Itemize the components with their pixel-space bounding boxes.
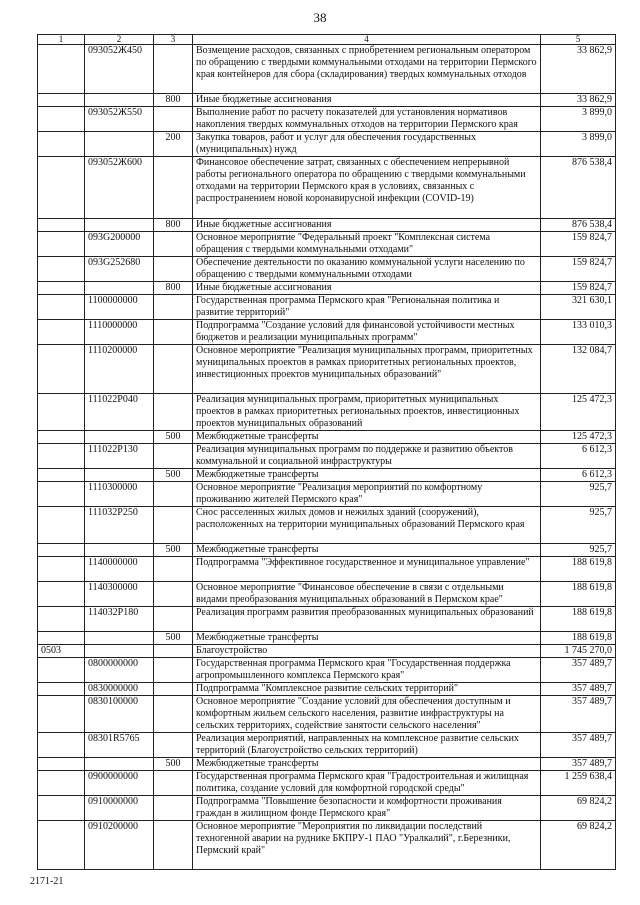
table-row [38, 771, 616, 796]
description-cell: Межбюджетные трансферты [193, 469, 541, 482]
expense-type-cell [154, 345, 193, 394]
amount-cell: 321 630,1 [541, 295, 616, 320]
amount-cell: 188 619,8 [541, 557, 616, 582]
header-col-5: 5 [541, 35, 616, 45]
section-code-cell [38, 444, 85, 469]
section-code-cell [38, 658, 85, 683]
table-row [38, 683, 616, 696]
description-cell: Государственная программа Пермского края "Градостроительная и жилищная политика, создание условий для комфортной городской среды" [193, 771, 541, 796]
section-code-cell [38, 45, 85, 94]
expense-type-cell [154, 107, 193, 132]
amount-cell: 188 619,8 [541, 607, 616, 632]
expense-type-cell: 500 [154, 632, 193, 645]
section-code-cell [38, 582, 85, 607]
header-col-1: 1 [38, 35, 85, 45]
table-row [38, 821, 616, 870]
target-code-cell: 1140300000 [85, 582, 154, 607]
section-code-cell [38, 507, 85, 544]
amount-cell: 69 824,2 [541, 821, 616, 870]
section-code-cell [38, 771, 85, 796]
table-row [38, 607, 616, 632]
expense-type-cell [154, 320, 193, 345]
description-cell: Возмещение расходов, связанных с приобретением региональным оператором по обращению с твердыми коммунальными отходами на территории Пермского края контейнеров для сбора (складирования) твердых коммунальных отходов [193, 45, 541, 94]
table-row [38, 582, 616, 607]
description-cell: Подпрограмма "Эффективное государственное и муниципальное управление" [193, 557, 541, 582]
header-col-3: 3 [154, 35, 193, 45]
section-code-cell [38, 821, 85, 870]
target-code-cell: 0910000000 [85, 796, 154, 821]
table-row [38, 219, 616, 232]
amount-cell: 357 489,7 [541, 758, 616, 771]
target-code-cell [85, 282, 154, 295]
section-code-cell [38, 733, 85, 758]
target-code-cell: 1110200000 [85, 345, 154, 394]
amount-cell: 125 472,3 [541, 394, 616, 431]
expense-type-cell [154, 157, 193, 219]
section-code-cell [38, 482, 85, 507]
amount-cell: 876 538,4 [541, 219, 616, 232]
target-code-cell [85, 758, 154, 771]
target-code-cell: 08301R5765 [85, 733, 154, 758]
table-row [38, 295, 616, 320]
table-row [38, 696, 616, 733]
expense-type-cell [154, 444, 193, 469]
expense-type-cell [154, 507, 193, 544]
amount-cell: 3 899,0 [541, 132, 616, 157]
target-code-cell: 1110000000 [85, 320, 154, 345]
page-number: 38 [313, 10, 327, 25]
section-code-cell [38, 320, 85, 345]
section-code-cell [38, 257, 85, 282]
section-code-cell [38, 683, 85, 696]
amount-cell: 6 612,3 [541, 444, 616, 469]
target-code-cell [85, 469, 154, 482]
amount-cell: 125 472,3 [541, 431, 616, 444]
table-row [38, 544, 616, 557]
target-code-cell: 093G200000 [85, 232, 154, 257]
section-code-cell [38, 107, 85, 132]
section-code-cell [38, 696, 85, 733]
expense-type-cell [154, 232, 193, 257]
target-code-cell: 0910200000 [85, 821, 154, 870]
description-cell: Финансовое обеспечение затрат, связанных с обеспечением непрерывной работы регионального оператора по обращению с твердыми коммунальными отходами на территории Пермского края в условиях, связанных с распространением новой коронавирусной инфекции (COVID-19) [193, 157, 541, 219]
section-code-cell [38, 607, 85, 632]
description-cell: Иные бюджетные ассигнования [193, 282, 541, 295]
target-code-cell [85, 94, 154, 107]
description-cell: Основное мероприятие "Федеральный проект "Комплексная система обращения с твердыми коммунальными отходами" [193, 232, 541, 257]
table-row [38, 645, 616, 658]
description-cell: Подпрограмма "Повышение безопасности и комфортности проживания граждан в жилищном фонде Пермского края" [193, 796, 541, 821]
amount-cell: 357 489,7 [541, 683, 616, 696]
section-code-cell [38, 758, 85, 771]
target-code-cell: 111032P250 [85, 507, 154, 544]
expense-type-cell [154, 645, 193, 658]
description-cell: Государственная программа Пермского края "Региональная политика и развитие территорий" [193, 295, 541, 320]
amount-cell: 876 538,4 [541, 157, 616, 219]
table-row [38, 282, 616, 295]
expense-type-cell [154, 295, 193, 320]
target-code-cell [85, 431, 154, 444]
target-code-cell: 111022P130 [85, 444, 154, 469]
amount-cell: 159 824,7 [541, 257, 616, 282]
amount-cell: 132 084,7 [541, 345, 616, 394]
table-row [38, 94, 616, 107]
section-code-cell [38, 232, 85, 257]
table-row [38, 482, 616, 507]
expense-type-cell [154, 733, 193, 758]
description-cell: Реализация программ развития преобразованных муниципальных образований [193, 607, 541, 632]
description-cell: Выполнение работ по расчету показателей для установления нормативов накопления твердых коммунальных отходов на территории Пермского края [193, 107, 541, 132]
table-row [38, 796, 616, 821]
description-cell: Межбюджетные трансферты [193, 544, 541, 557]
expense-type-cell [154, 607, 193, 632]
expense-type-cell: 500 [154, 758, 193, 771]
expense-type-cell [154, 658, 193, 683]
table-row [38, 431, 616, 444]
description-cell: Реализация муниципальных программ, приоритетных муниципальных проектов в рамках приоритетных региональных проектов, инвестиционных проектов муниципальных образований [193, 394, 541, 431]
amount-cell: 159 824,7 [541, 282, 616, 295]
table-row [38, 107, 616, 132]
expense-type-cell [154, 257, 193, 282]
section-code-cell: 0503 [38, 645, 85, 658]
document-code: 2171-21 [30, 876, 64, 887]
expense-type-cell: 800 [154, 219, 193, 232]
description-cell: Основное мероприятие "Реализация мероприятий по комфортному проживанию жителей Пермского края" [193, 482, 541, 507]
description-cell: Обеспечение деятельности по оказанию коммунальной услуги населению по обращению с твердыми коммунальными отходами [193, 257, 541, 282]
header-col-4: 4 [193, 35, 541, 45]
table-row [38, 394, 616, 431]
target-code-cell: 093G252680 [85, 257, 154, 282]
description-cell: Основное мероприятие "Реализация муниципальных программ, приоритетных муниципальных проектов в рамках приоритетных региональных проектов, инвестиционных проектов муниципальных образований" [193, 345, 541, 394]
section-code-cell [38, 282, 85, 295]
table-row [38, 345, 616, 394]
budget-table [37, 34, 616, 870]
table-row [38, 444, 616, 469]
description-cell: Основное мероприятие "Мероприятия по ликвидации последствий техногенной аварии на руднике БКПРУ-1 ПАО "Уралкалий", г.Березники, Пермский край" [193, 821, 541, 870]
table-row [38, 320, 616, 345]
expense-type-cell [154, 683, 193, 696]
table-row [38, 45, 616, 94]
expense-type-cell [154, 394, 193, 431]
section-code-cell [38, 219, 85, 232]
section-code-cell [38, 94, 85, 107]
expense-type-cell: 500 [154, 544, 193, 557]
header-col-2: 2 [85, 35, 154, 45]
table-row [38, 733, 616, 758]
amount-cell: 69 824,2 [541, 796, 616, 821]
expense-type-cell [154, 696, 193, 733]
expense-type-cell [154, 771, 193, 796]
target-code-cell: 0830000000 [85, 683, 154, 696]
description-cell: Благоустройство [193, 645, 541, 658]
description-cell: Закупка товаров, работ и услуг для обеспечения государственных (муниципальных) нужд [193, 132, 541, 157]
expense-type-cell: 800 [154, 94, 193, 107]
expense-type-cell [154, 45, 193, 94]
target-code-cell [85, 632, 154, 645]
amount-cell: 925,7 [541, 507, 616, 544]
expense-type-cell [154, 482, 193, 507]
section-code-cell [38, 394, 85, 431]
target-code-cell: 114032P180 [85, 607, 154, 632]
description-cell: Межбюджетные трансферты [193, 758, 541, 771]
table-row [38, 632, 616, 645]
section-code-cell [38, 345, 85, 394]
target-code-cell: 0800000000 [85, 658, 154, 683]
description-cell: Подпрограмма "Создание условий для финансовой устойчивости местных бюджетов и реализации муниципальных программ" [193, 320, 541, 345]
section-code-cell [38, 796, 85, 821]
description-cell: Межбюджетные трансферты [193, 431, 541, 444]
amount-cell: 133 010,3 [541, 320, 616, 345]
target-code-cell [85, 645, 154, 658]
table-header-row [38, 35, 616, 45]
table-row [38, 232, 616, 257]
expense-type-cell [154, 796, 193, 821]
table-row [38, 557, 616, 582]
target-code-cell: 0900000000 [85, 771, 154, 796]
target-code-cell: 093052Ж550 [85, 107, 154, 132]
target-code-cell [85, 219, 154, 232]
description-cell: Основное мероприятие "Создание условий для обеспечения доступным и комфортным жильем сельского населения, развитие инфраструктуры на сельских территориях, содействие занятости сельского населения" [193, 696, 541, 733]
amount-cell: 925,7 [541, 482, 616, 507]
table-row [38, 132, 616, 157]
expense-type-cell [154, 557, 193, 582]
target-code-cell [85, 132, 154, 157]
target-code-cell [85, 544, 154, 557]
table-row [38, 658, 616, 683]
description-cell: Реализация муниципальных программ по поддержке и развитию объектов коммунальной и социальной инфраструктуры [193, 444, 541, 469]
amount-cell: 33 862,9 [541, 94, 616, 107]
section-code-cell [38, 557, 85, 582]
description-cell: Иные бюджетные ассигнования [193, 94, 541, 107]
section-code-cell [38, 132, 85, 157]
amount-cell: 357 489,7 [541, 658, 616, 683]
expense-type-cell [154, 582, 193, 607]
description-cell: Межбюджетные трансферты [193, 632, 541, 645]
expense-type-cell: 200 [154, 132, 193, 157]
target-code-cell: 093052Ж450 [85, 45, 154, 94]
expense-type-cell: 500 [154, 469, 193, 482]
expense-type-cell: 500 [154, 431, 193, 444]
amount-cell: 188 619,8 [541, 582, 616, 607]
expense-type-cell: 800 [154, 282, 193, 295]
section-code-cell [38, 431, 85, 444]
target-code-cell: 1100000000 [85, 295, 154, 320]
description-cell: Реализация мероприятий, направленных на комплексное развитие сельских территорий (Благоустройство сельских территорий) [193, 733, 541, 758]
target-code-cell: 0830100000 [85, 696, 154, 733]
table-row [38, 469, 616, 482]
amount-cell: 357 489,7 [541, 733, 616, 758]
expense-type-cell [154, 821, 193, 870]
amount-cell: 1 745 270,0 [541, 645, 616, 658]
description-cell: Снос расселенных жилых домов и нежилых зданий (сооружений), расположенных на территории муниципальных образований Пермского края [193, 507, 541, 544]
description-cell: Основное мероприятие "Финансовое обеспечение в связи с отдельными видами преобразования муниципальных образований в Пермском крае" [193, 582, 541, 607]
table-row [38, 758, 616, 771]
description-cell: Подпрограмма "Комплексное развитие сельских территорий" [193, 683, 541, 696]
section-code-cell [38, 157, 85, 219]
amount-cell: 159 824,7 [541, 232, 616, 257]
target-code-cell: 093052Ж600 [85, 157, 154, 219]
amount-cell: 3 899,0 [541, 107, 616, 132]
amount-cell: 1 259 638,4 [541, 771, 616, 796]
description-cell: Иные бюджетные ассигнования [193, 219, 541, 232]
table-row [38, 507, 616, 544]
section-code-cell [38, 295, 85, 320]
table-row [38, 257, 616, 282]
amount-cell: 33 862,9 [541, 45, 616, 94]
amount-cell: 357 489,7 [541, 696, 616, 733]
target-code-cell: 1140000000 [85, 557, 154, 582]
section-code-cell [38, 469, 85, 482]
amount-cell: 925,7 [541, 544, 616, 557]
amount-cell: 6 612,3 [541, 469, 616, 482]
target-code-cell: 111022P040 [85, 394, 154, 431]
table-row [38, 157, 616, 219]
target-code-cell: 1110300000 [85, 482, 154, 507]
section-code-cell [38, 544, 85, 557]
section-code-cell [38, 632, 85, 645]
description-cell: Государственная программа Пермского края "Государственная поддержка агропромышленного комплекса Пермского края" [193, 658, 541, 683]
amount-cell: 188 619,8 [541, 632, 616, 645]
